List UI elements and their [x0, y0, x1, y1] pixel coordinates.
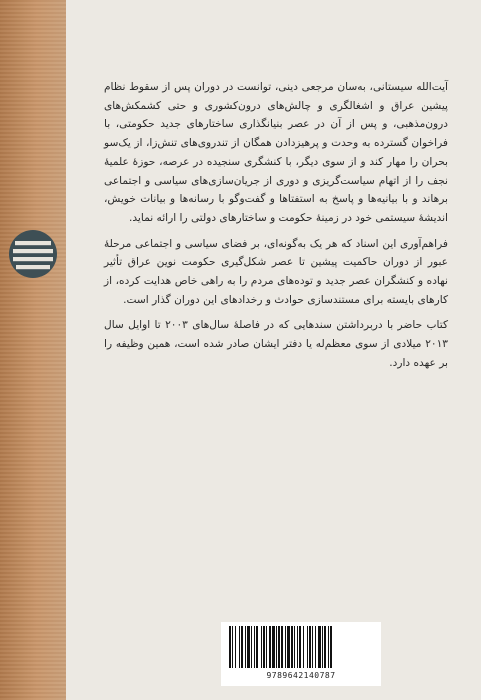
isbn-barcode — [221, 622, 381, 686]
blurb-paragraph-1: آیت‌الله سیستانی، به‌سان مرجعی دینی، توانست در دوران پس از سقوط نظام پیشین عراق و اشغالگری و چالش‌های درون‌کشوری و حتی کشمکش‌های درون‌مذهبی، و پس از آن در عصر بنیانگذاری ساختارهای جدید حکومتی، با فراخوان گسترده به وحدت و پرهیزدادن همگان از تندروی‌های تنش‌زا، از یک‌سو بحران را مهار کند و از سوی دیگر، با کنشگری سنجیده در عرصه، حوزهٔ علمیهٔ نجف را از اتهام سیاست‌گریزی و دوری از جریان‌سازی‌های سیاسی و اجتماعی برهاند و با بیانیه‌ها و پاسخ به استفتاها و گفت‌وگو با رسانه‌ها و بیانات خویش، اندیشهٔ سیستمی خود در زمینهٔ حکومت و ساختارهای دولتی را ارائه نماید. — [104, 81, 448, 224]
blurb-paragraph-3: کتاب حاضر با دربرداشتن سندهایی که در فاصلهٔ سال‌های ۲۰۰۳ تا اوایل سال ۲۰۱۳ میلادی از سوی معظم‌له یا دفتر ایشان صادر شده است، همین وظیفه را بر عهده دارد. — [104, 319, 448, 369]
barcode-bars — [227, 626, 375, 670]
publisher-logo-icon — [7, 228, 59, 280]
blurb-paragraph-2: فراهم‌آوری این اسناد که هر یک به‌گونه‌ای، بر فضای سیاسی و اجتماعی مرحلهٔ عبور از دوران حاکمیت پیشین تا عصر شکل‌گیری حکومت نوین عراق تأثیر نهاده و کنشگران عصر جدید و توده‌های مردم را به راهی خاص هدایت کرده، از کارهای بایسته برای مستندسازی حوادث و رخدادهای این دوران گذار است. — [104, 237, 448, 306]
isbn-number: 9789642140787 — [266, 671, 336, 680]
cover-spine-band — [0, 0, 66, 700]
blurb-text — [104, 78, 448, 380]
